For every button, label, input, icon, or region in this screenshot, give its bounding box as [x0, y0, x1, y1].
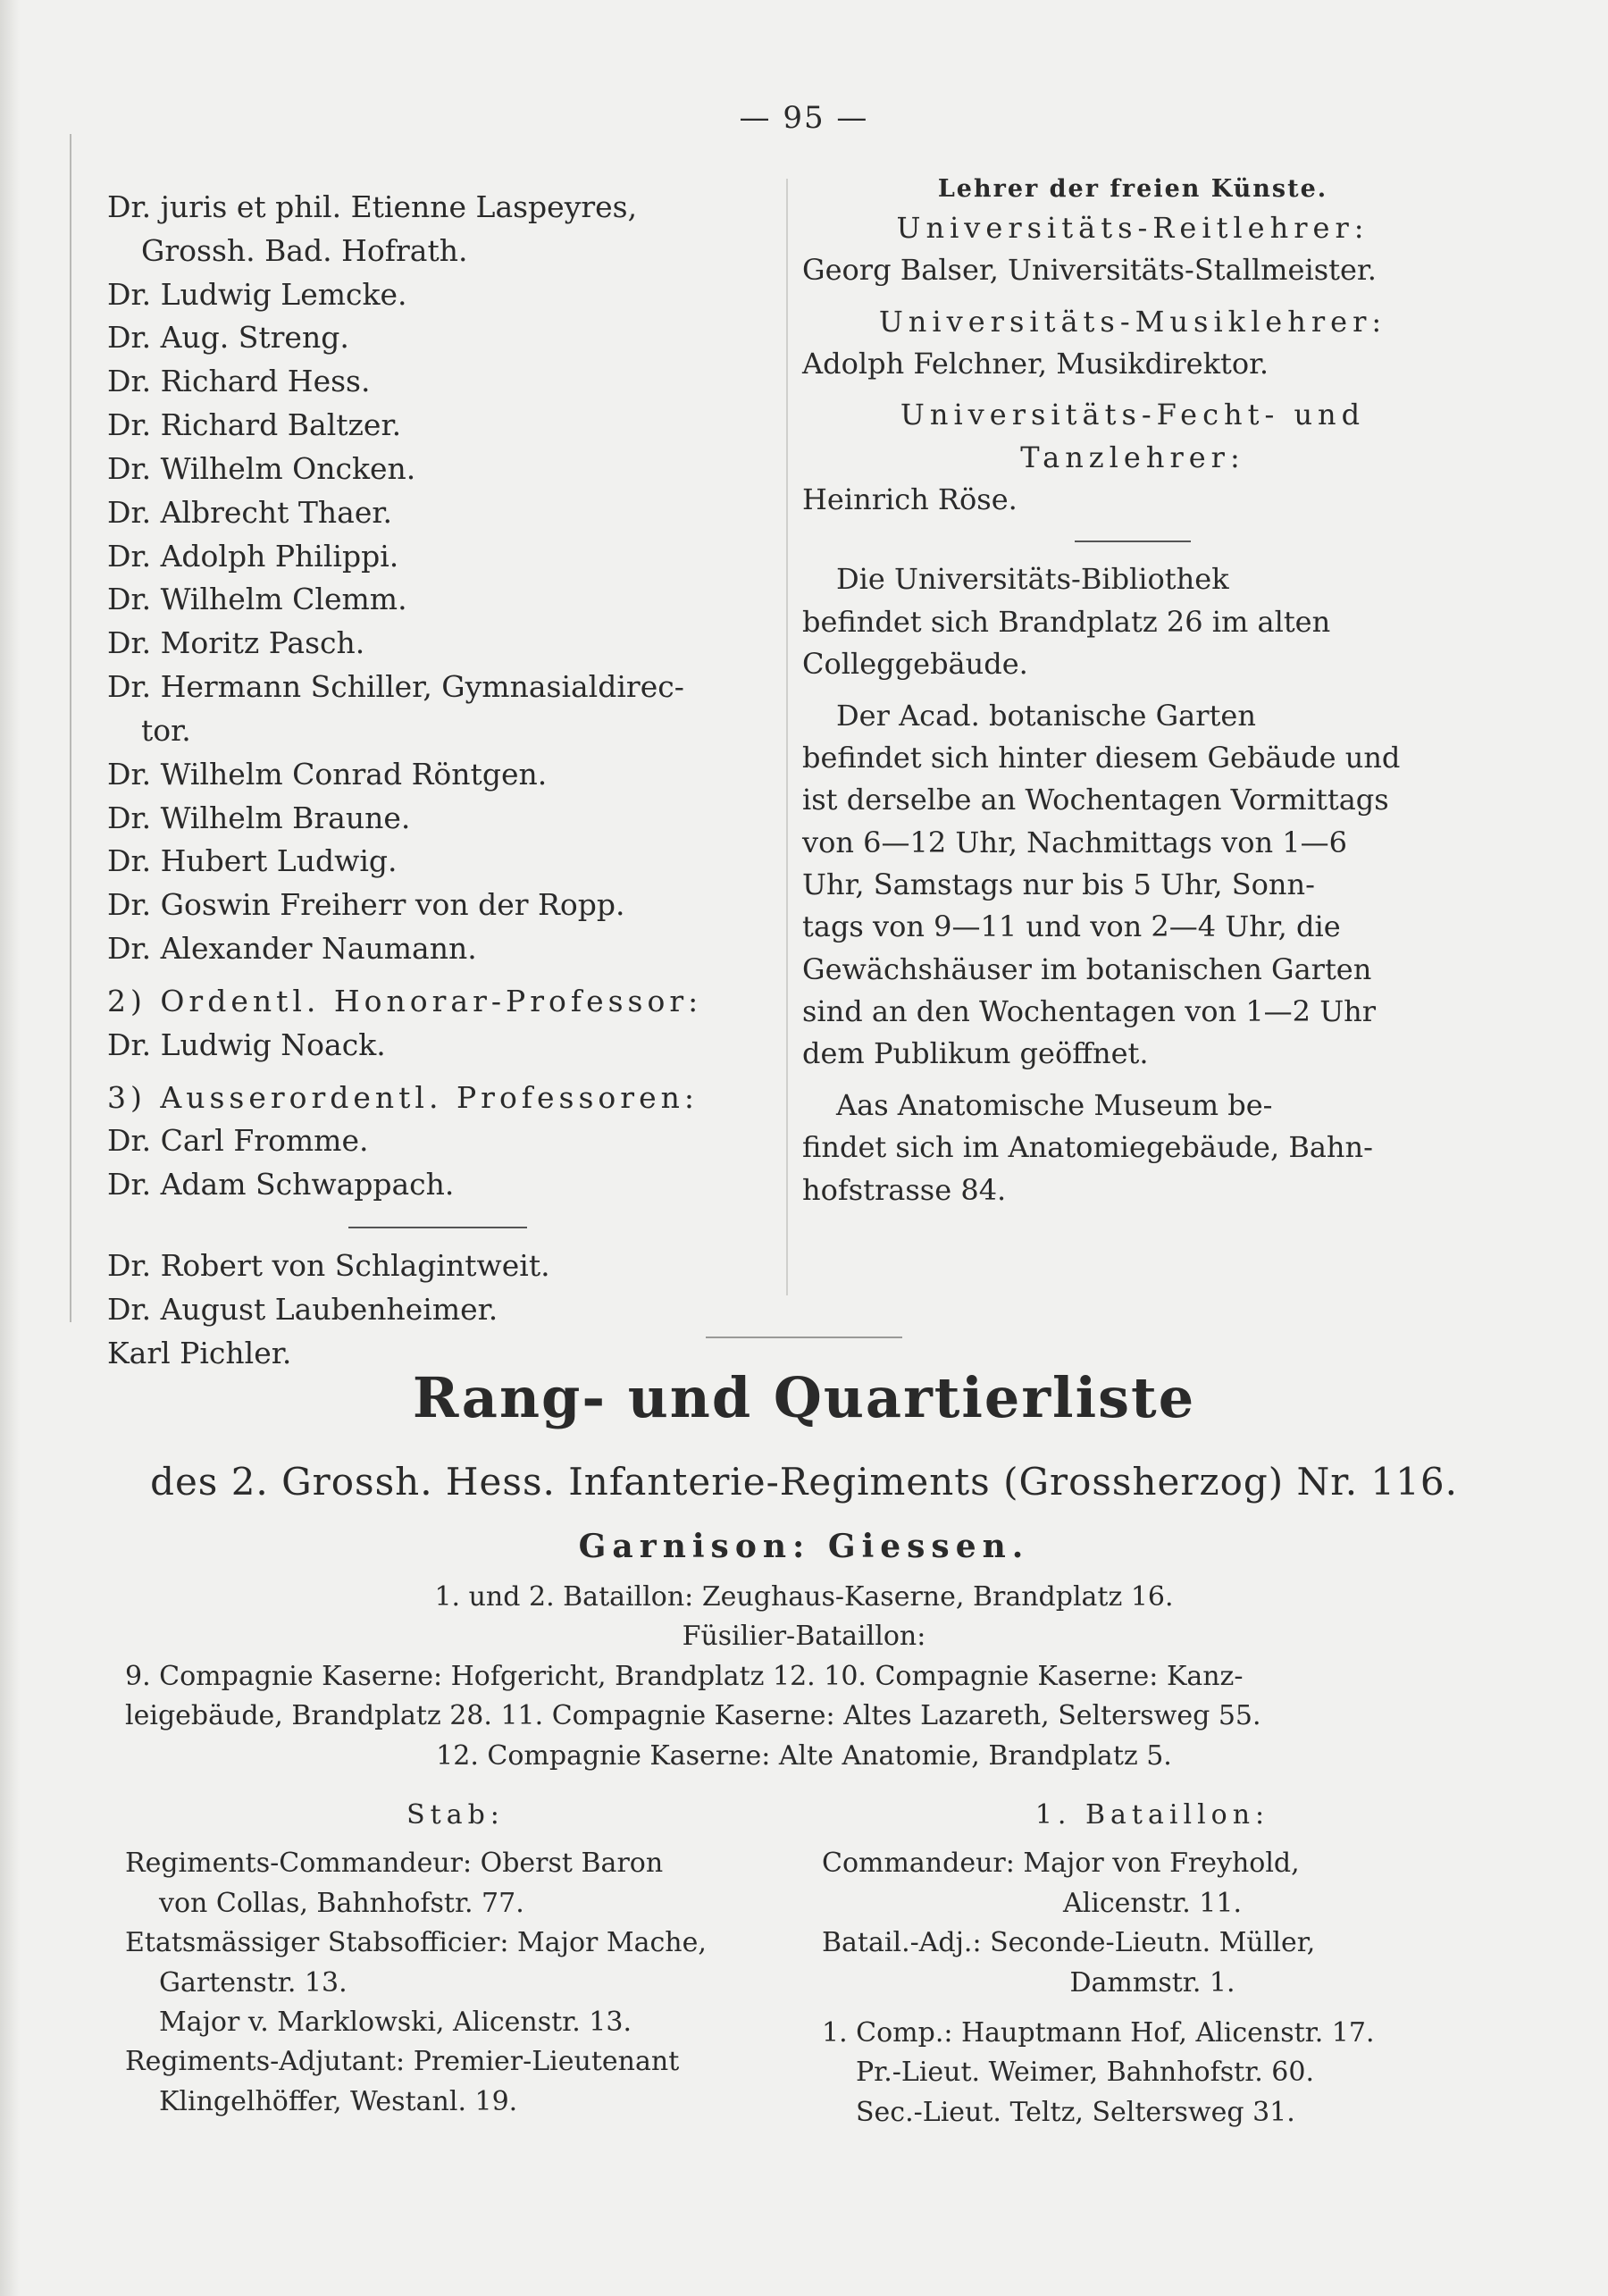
stab-heading: Stab: [406, 1799, 505, 1831]
faculty-line: Dr. Richard Baltzer. [107, 407, 402, 443]
bataillon-heading: 1. Bataillon: [1034, 1799, 1270, 1831]
museum-line: Aas Anatomische Museum be- [836, 1087, 1273, 1122]
column-divider [786, 179, 788, 1295]
stab-column [125, 1796, 786, 2122]
faculty-line: Dr. Wilhelm Braune. [107, 800, 411, 835]
section-break-rule [706, 1337, 902, 1338]
lecturer-name: Dr. August Laubenheimer. [107, 1291, 498, 1327]
ausserord-heading: 3) Ausserordentl. Professoren: [107, 1079, 699, 1115]
riding-heading: Universitäts-Reitlehrer: [896, 210, 1369, 245]
faculty-line: Dr. Richard Hess. [107, 364, 371, 399]
bataillon-column [822, 1796, 1483, 2133]
music-heading: Universitäts-Musiklehrer: [878, 304, 1387, 339]
honorar-name: Dr. Ludwig Noack. [107, 1026, 386, 1062]
faculty-line: Dr. Hubert Ludwig. [107, 843, 398, 879]
faculty-line: Dr. Hermann Schiller, Gymnasialdirec- [107, 669, 684, 705]
faculty-line: Dr. Ludwig Lemcke. [107, 276, 407, 312]
museum-line: hofstrasse 84. [802, 1172, 1007, 1207]
faculty-line: Dr. juris et phil. Etienne Laspeyres, [107, 189, 638, 224]
library-line: Die Universitäts-Bibliothek [836, 562, 1229, 597]
fencing-heading-cont: Tanzlehrer: [1020, 440, 1245, 474]
bataillon-line: Dammstr. 1. [1069, 1966, 1235, 1999]
section-rule [1075, 540, 1191, 542]
stab-line: Gartenstr. 13. [159, 1966, 348, 1999]
bataillon-line: 1. Comp.: Hauptmann Hof, Alicenstr. 17. [822, 2016, 1375, 2049]
music-name: Adolph Felchner, Musikdirektor. [802, 347, 1269, 381]
rang-title: Rang- und Quartierliste [412, 1365, 1196, 1430]
faculty-line: Dr. Aug. Streng. [107, 320, 349, 356]
fencing-heading: Universitäts-Fecht- und [900, 398, 1366, 432]
faculty-line: tor. [141, 712, 191, 748]
right-column [802, 172, 1463, 1211]
left-column [107, 186, 768, 1376]
garden-line: Uhr, Samstags nur bis 5 Uhr, Sonn- [802, 867, 1315, 901]
stab-line: Regiments-Commandeur: Oberst Baron [125, 1848, 664, 1880]
faculty-line: Dr. Alexander Naumann. [107, 931, 477, 967]
stab-line: Regiments-Adjutant: Premier-Lieutenant [125, 2046, 680, 2078]
bataillon-line: Sec.-Lieut. Teltz, Seltersweg 31. [856, 2096, 1295, 2128]
garden-line: sind an den Wochentagen von 1—2 Uhr [802, 994, 1377, 1029]
stab-line: Major v. Marklowski, Alicenstr. 13. [159, 2006, 632, 2038]
barracks-line: 9. Compagnie Kaserne: Hofgericht, Brandplatz 12. 10. Compagnie Kaserne: Kanz- [125, 1660, 1244, 1692]
bataillon-line: Commandeur: Major von Freyhold, [822, 1848, 1300, 1880]
honorar-heading: 2) Ordentl. Honorar-Professor: [107, 983, 703, 1018]
stab-line: von Collas, Bahnhofstr. 77. [159, 1887, 524, 1919]
faculty-line: Dr. Wilhelm Clemm. [107, 582, 407, 617]
faculty-line: Dr. Wilhelm Oncken. [107, 450, 416, 486]
stab-line: Klingelhöffer, Westanl. 19. [159, 2085, 518, 2117]
library-line: Colleggebäude. [802, 647, 1028, 682]
ausserord-name: Dr. Adam Schwappach. [107, 1167, 455, 1202]
barracks-block [125, 1578, 1483, 1776]
garden-line: von 6—12 Uhr, Nachmittags von 1—6 [802, 825, 1347, 859]
museum-line: findet sich im Anatomiegebäude, Bahn- [802, 1130, 1373, 1165]
garden-line: tags von 9—11 und von 2—4 Uhr, die [802, 909, 1341, 944]
faculty-line: Dr. Albrecht Thaer. [107, 494, 392, 530]
faculty-line: Grossh. Bad. Hofrath. [141, 232, 468, 268]
arts-heading: Lehrer der freien Künste. [937, 175, 1328, 203]
bataillon-line: Pr.-Lieut. Weimer, Bahnhofstr. 60. [856, 2057, 1315, 2089]
faculty-line: Dr. Moritz Pasch. [107, 625, 365, 661]
bataillon-line: Alicenstr. 11. [1062, 1887, 1242, 1919]
riding-name: Georg Balser, Universitäts-Stallmeister. [802, 253, 1377, 288]
barracks-line: 1. und 2. Bataillon: Zeughaus-Kaserne, Brandplatz 16. [434, 1581, 1174, 1613]
barracks-line: Füsilier-Bataillon: [682, 1621, 926, 1653]
garden-line: Gewächshäuser im botanischen Garten [802, 951, 1372, 986]
garden-line: ist derselbe an Wochentagen Vormittags [802, 783, 1389, 817]
lecturer-name: Karl Pichler. [107, 1335, 292, 1370]
stab-line: Etatsmässiger Stabsofficier: Major Mache, [125, 1927, 707, 1959]
faculty-line: Dr. Wilhelm Conrad Röntgen. [107, 756, 548, 792]
margin-rule [70, 134, 71, 1322]
barracks-line: leigebäude, Brandplatz 28. 11. Compagnie Kaserne: Altes Lazareth, Seltersweg 55. [125, 1700, 1261, 1732]
garrison-heading: Garnison: Giessen. [578, 1528, 1030, 1565]
bataillon-line: Batail.-Adj.: Seconde-Lieutn. Müller, [822, 1927, 1316, 1959]
barracks-line: 12. Compagnie Kaserne: Alte Anatomie, Brandplatz 5. [436, 1739, 1172, 1772]
page-number: — 95 — [739, 100, 869, 136]
ausserord-name: Dr. Carl Fromme. [107, 1123, 369, 1159]
garden-line: Der Acad. botanische Garten [836, 698, 1256, 733]
faculty-line: Dr. Adolph Philippi. [107, 538, 399, 574]
fencing-name: Heinrich Röse. [802, 482, 1018, 517]
regiment-subtitle: des 2. Grossh. Hess. Infanterie-Regiments (Grossherzog) Nr. 116. [150, 1460, 1458, 1504]
section-rule [348, 1227, 527, 1228]
faculty-line: Dr. Goswin Freiherr von der Ropp. [107, 887, 625, 923]
garden-line: befindet sich hinter diesem Gebäude und [802, 740, 1401, 775]
binding-edge [0, 0, 20, 2296]
lecturer-name: Dr. Robert von Schlagintweit. [107, 1248, 550, 1284]
library-line: befindet sich Brandplatz 26 im alten [802, 604, 1331, 639]
garden-line: dem Publikum geöffnet. [802, 1036, 1149, 1071]
